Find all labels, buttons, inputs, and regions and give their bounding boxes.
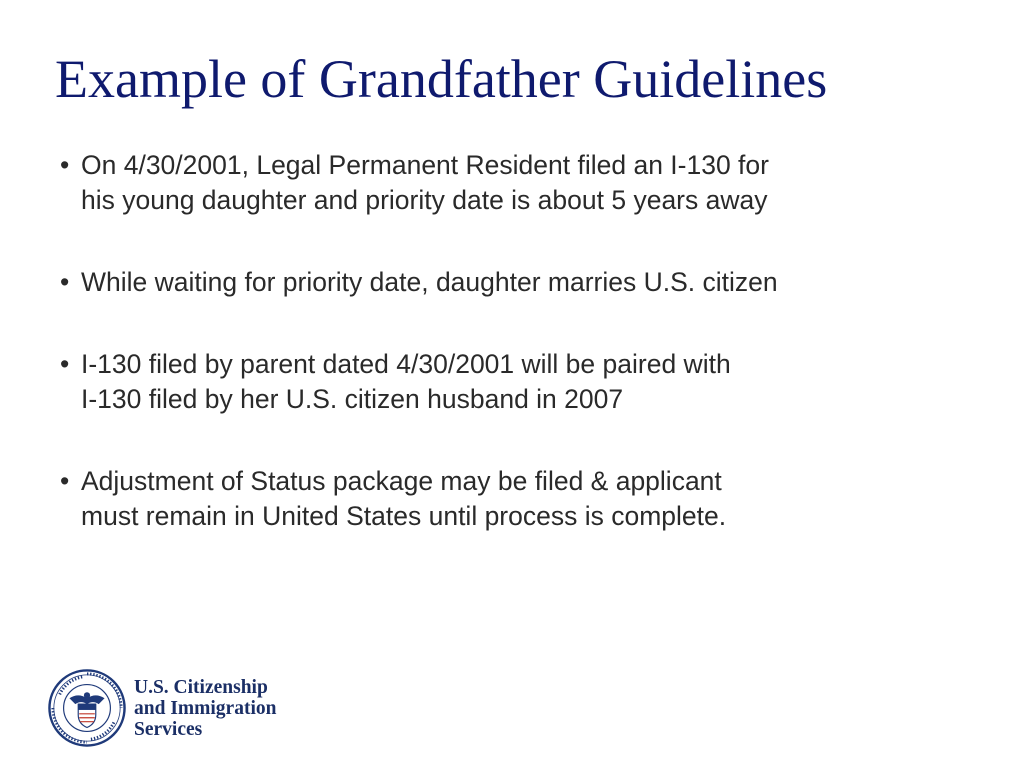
bullet-text: I-130 filed by parent dated 4/30/2001 will be paired with I-130 filed by her U.S. citizen husband in 2007 (81, 349, 731, 414)
bullet-marker: • (60, 349, 70, 379)
uscis-logo (48, 669, 276, 747)
bullet-text: While waiting for priority date, daughter marries U.S. citizen (81, 267, 778, 297)
bullet-marker: • (60, 150, 70, 180)
bullet-marker: • (60, 466, 70, 496)
slide-title: Example of Grandfather Guidelines (55, 49, 828, 109)
bullet-marker: • (60, 267, 70, 297)
bullet-text: On 4/30/2001, Legal Permanent Resident filed an I-130 for his young daughter and priority date is about 5 years away (81, 150, 769, 215)
agency-name: U.S. Citizenship and Immigration Services (134, 676, 277, 740)
bullet-item (60, 347, 960, 417)
bullet-item (60, 148, 960, 218)
bullet-item (60, 464, 960, 534)
bullet-text: Adjustment of Status package may be filed & applicant must remain in United States until process is complete. (81, 466, 727, 531)
dhs-seal-icon (48, 669, 126, 747)
bullet-list (60, 148, 960, 534)
bullet-item (60, 265, 960, 300)
